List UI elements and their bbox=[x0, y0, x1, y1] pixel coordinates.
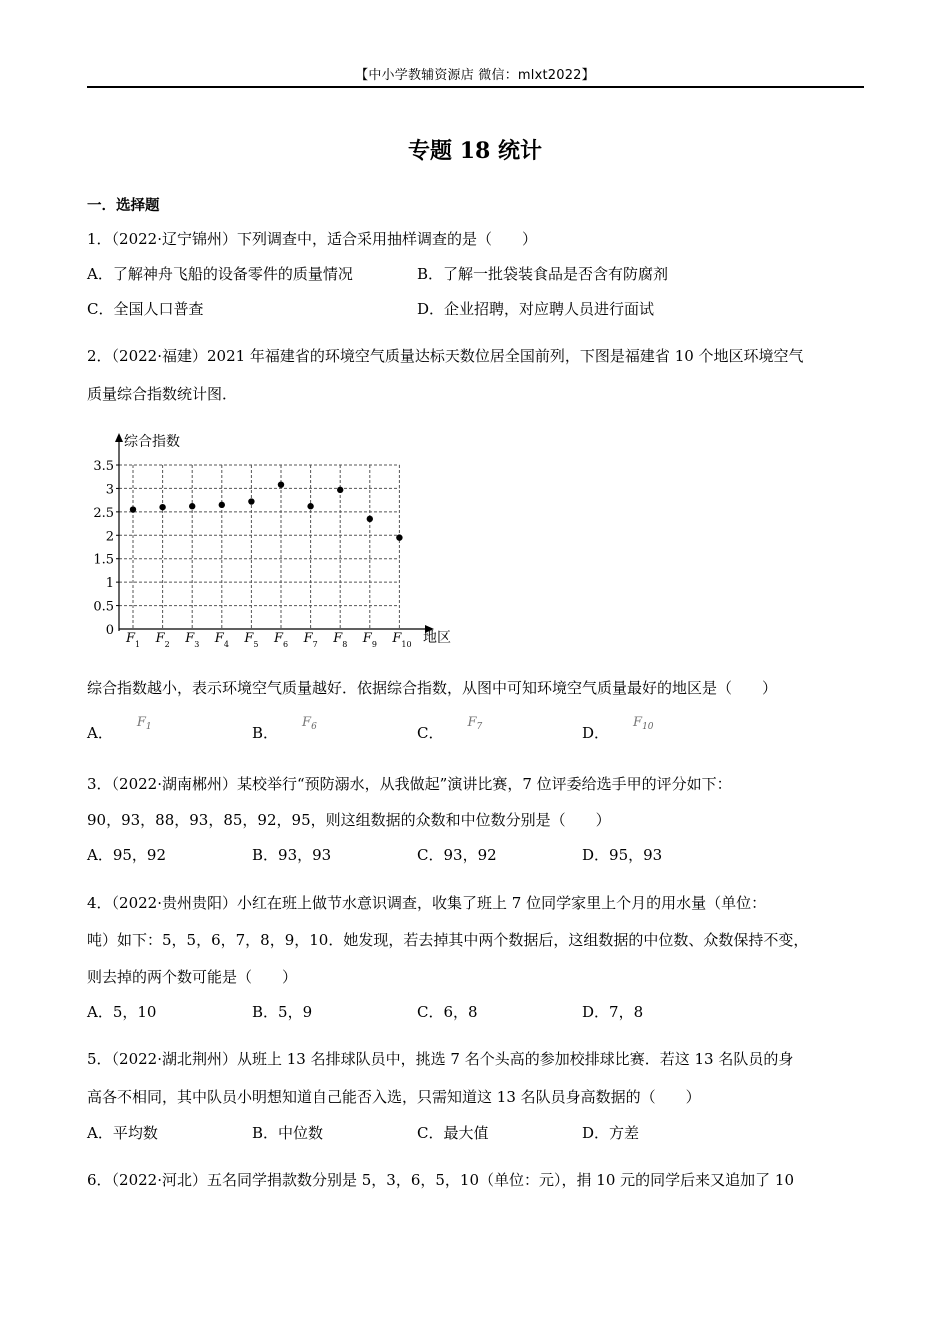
q2-option-d-sub: 10 bbox=[642, 722, 654, 732]
y-axis-label: 综合指数 bbox=[124, 434, 180, 450]
page-title: 专题 18 统计 bbox=[408, 138, 542, 164]
q2-option-a-letter: F bbox=[136, 715, 146, 730]
x-tick-label: $F_8$ bbox=[333, 631, 348, 649]
q2-option-b-letter: F bbox=[302, 715, 312, 730]
data-point bbox=[396, 534, 402, 540]
q2-stem-line1: 2．（2022·福建）2021 年福建省的环境空气质量达标天数位居全国前列，下图是福建省 10 个地区环境空气 bbox=[87, 347, 804, 365]
q4-option-b[interactable]: B．5，9 bbox=[252, 1003, 313, 1021]
y-tick-label: 0 bbox=[105, 623, 114, 638]
q3-option-d[interactable]: D．95，93 bbox=[582, 846, 663, 864]
header-divider bbox=[87, 86, 864, 88]
page-header: 【中小学教辅资源店 微信：mlxt2022】 bbox=[355, 68, 595, 83]
q5-option-b[interactable]: B．中位数 bbox=[252, 1124, 324, 1142]
q3-option-b[interactable]: B．93，93 bbox=[252, 846, 332, 864]
q2-option-c-symbol bbox=[467, 715, 482, 730]
x-tick-label: $F_6$ bbox=[274, 631, 289, 649]
q2-option-b-label: B． bbox=[252, 724, 279, 742]
q2-option-d-letter: F bbox=[633, 715, 643, 730]
y-tick-label: 3.5 bbox=[93, 459, 114, 474]
q2-option-a[interactable] bbox=[87, 715, 152, 744]
q1-option-d[interactable]: D．企业招聘，对应聘人员进行面试 bbox=[417, 300, 655, 318]
q5-option-d[interactable]: D．方差 bbox=[582, 1124, 640, 1142]
data-point bbox=[278, 481, 284, 487]
q2-question: 综合指数越小，表示环境空气质量越好．依据综合指数，从图中可知环境空气质量最好的地区是（ ） bbox=[87, 679, 778, 697]
q3-stem-line2: 90，93，88，93，85，92，95，则这组数据的众数和中位数分别是（ ） bbox=[87, 811, 611, 829]
q4-option-c[interactable]: C．6，8 bbox=[417, 1003, 478, 1021]
data-point bbox=[248, 498, 254, 504]
x-tick-label: $F_7$ bbox=[303, 631, 318, 649]
x-tick-subscript: 6 bbox=[283, 640, 289, 649]
q2-option-c-letter: F bbox=[467, 715, 477, 730]
section-heading: 一．选择题 bbox=[87, 198, 160, 214]
q2-option-a-symbol bbox=[137, 715, 152, 730]
q2-option-a-label: A． bbox=[87, 724, 113, 742]
y-tick-label: 2 bbox=[105, 529, 114, 545]
q6-stem-line1: 6．（2022·河北）五名同学捐款数分别是 5，3，6，5，10（单位：元），捐 10 元的同学后来又追加了 10 bbox=[87, 1171, 794, 1189]
q5-stem-line1: 5．（2022·湖北荆州）从班上 13 名排球队员中，挑选 7 名个头高的参加校排球比赛．若这 13 名队员的身 bbox=[87, 1050, 794, 1068]
x-tick-label: $F_5$ bbox=[244, 631, 259, 649]
q4-option-a[interactable]: A．5，10 bbox=[87, 1003, 157, 1021]
q2-option-b-sub: 6 bbox=[311, 722, 317, 732]
q3-stem-line1: 3．（2022·湖南郴州）某校举行“预防溺水，从我做起”演讲比赛，7 位评委给选手甲的评分如下： bbox=[87, 775, 732, 793]
air-quality-chart bbox=[87, 428, 467, 653]
q1-stem: 1．（2022·辽宁锦州）下列调查中，适合采用抽样调查的是（ ） bbox=[87, 230, 537, 248]
q5-option-a[interactable]: A．平均数 bbox=[87, 1124, 158, 1142]
x-tick-subscript: 10 bbox=[401, 640, 412, 649]
x-tick-subscript: 7 bbox=[312, 640, 318, 649]
x-tick-label: $F_9$ bbox=[362, 631, 377, 649]
x-tick-subscript: 3 bbox=[194, 640, 200, 649]
x-tick-subscript: 1 bbox=[135, 640, 141, 649]
data-point bbox=[337, 487, 343, 493]
q2-option-c-label: C． bbox=[417, 724, 444, 742]
x-tick-label: $F_1$ bbox=[126, 631, 141, 649]
data-point bbox=[219, 502, 225, 508]
data-point bbox=[307, 503, 313, 509]
y-tick-label: 1 bbox=[105, 576, 114, 592]
q2-option-b[interactable] bbox=[252, 715, 317, 744]
q1-option-c[interactable]: C．全国人口普查 bbox=[87, 300, 204, 318]
q3-option-a[interactable]: A．95，92 bbox=[87, 846, 167, 864]
data-point bbox=[367, 516, 373, 522]
q2-option-d-label: D． bbox=[582, 724, 610, 742]
q2-option-b-symbol bbox=[302, 715, 317, 730]
x-tick-label: $F_4$ bbox=[214, 631, 229, 649]
y-tick-label: 0.5 bbox=[93, 599, 114, 615]
x-tick-subscript: 5 bbox=[253, 640, 259, 649]
q5-stem-line2: 高各不相同，其中队员小明想知道自己能否入选，只需知道这 13 名队员身高数据的（ ） bbox=[87, 1088, 701, 1106]
x-tick-subscript: 9 bbox=[371, 640, 377, 649]
q4-option-d[interactable]: D．7，8 bbox=[582, 1003, 644, 1021]
q2-option-c[interactable] bbox=[417, 715, 483, 744]
data-point bbox=[189, 503, 195, 509]
x-tick-subscript: 8 bbox=[342, 640, 348, 649]
x-tick-subscript: 4 bbox=[223, 640, 229, 649]
q1-option-b[interactable]: B．了解一批袋装食品是否含有防腐剂 bbox=[417, 265, 669, 283]
q4-stem-line2: 吨）如下：5，5，6，7，8，9，10．她发现，若去掉其中两个数据后，这组数据的中位数、众数保持不变， bbox=[87, 931, 809, 949]
x-tick-label: $F_{10}$ bbox=[392, 631, 412, 649]
y-tick-label: 1.5 bbox=[93, 552, 114, 568]
x-axis-label: 地区 bbox=[423, 630, 451, 646]
x-tick-subscript: 2 bbox=[164, 640, 170, 649]
x-tick-label: $F_3$ bbox=[185, 631, 200, 649]
q1-option-a[interactable]: A．了解神舟飞船的设备零件的质量情况 bbox=[87, 265, 353, 283]
q5-option-c[interactable]: C．最大值 bbox=[417, 1124, 489, 1142]
y-axis-arrow bbox=[115, 433, 123, 442]
data-point bbox=[159, 504, 165, 510]
q4-stem-line3: 则去掉的两个数可能是（ ） bbox=[87, 968, 298, 986]
q2-option-a-sub: 1 bbox=[145, 722, 152, 732]
q2-option-d[interactable] bbox=[582, 715, 654, 744]
y-tick-label: 3 bbox=[105, 482, 114, 498]
y-tick-label: 2.5 bbox=[93, 505, 114, 521]
q2-option-c-sub: 7 bbox=[476, 722, 483, 732]
data-point bbox=[130, 506, 136, 512]
x-tick-label: $F_2$ bbox=[155, 631, 170, 649]
q2-option-d-symbol bbox=[633, 715, 653, 730]
q3-option-c[interactable]: C．93，92 bbox=[417, 846, 497, 864]
q4-stem-line1: 4．（2022·贵州贵阳）小红在班上做节水意识调查，收集了班上 7 位同学家里上个月的用水量（单位： bbox=[87, 894, 767, 912]
q2-stem-line2: 质量综合指数统计图． bbox=[87, 385, 238, 403]
